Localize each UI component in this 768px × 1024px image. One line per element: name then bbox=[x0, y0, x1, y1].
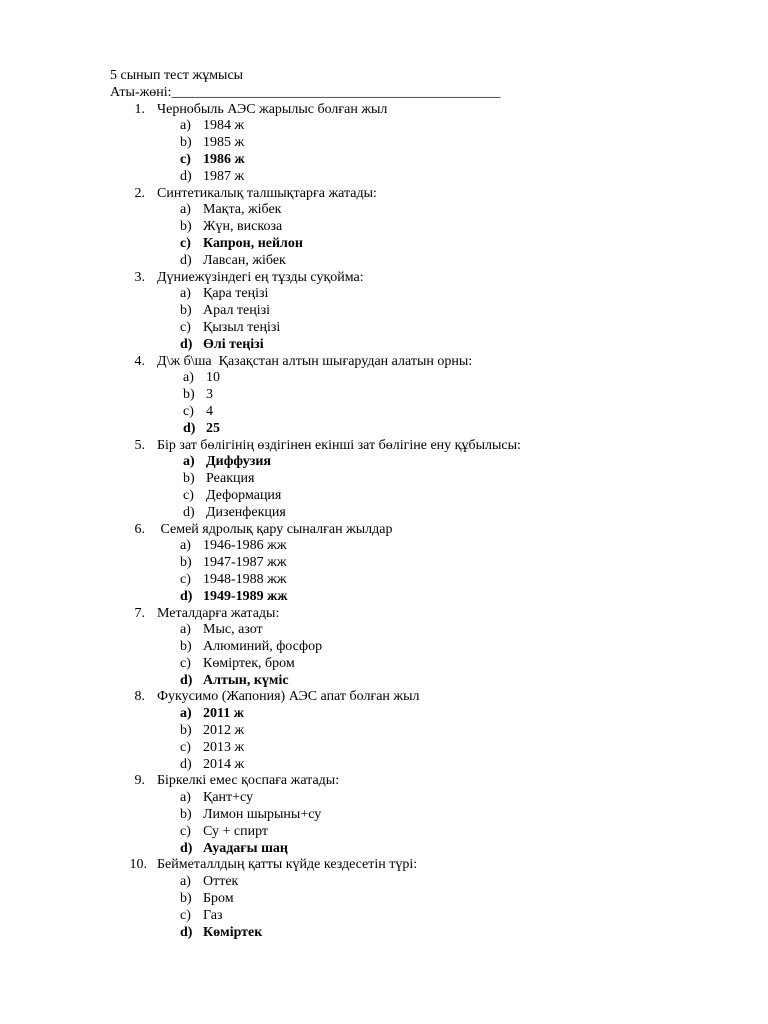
option-text: Лавсан, жібек bbox=[203, 252, 286, 268]
option-text: Ауадағы шаң bbox=[203, 840, 288, 856]
question-text: Дүниежүзіндегі ең тұзды суқойма: bbox=[157, 269, 364, 285]
option-text: Бром bbox=[203, 891, 234, 907]
option-text: Мыс, азот bbox=[203, 622, 263, 638]
answer-option-correct bbox=[0, 454, 768, 471]
question-number: 7. bbox=[134, 605, 145, 621]
answer-option-correct bbox=[0, 337, 768, 354]
option-text: Көміртек, бром bbox=[203, 655, 295, 671]
question-text: Металдарға жатады: bbox=[157, 605, 280, 621]
answer-option bbox=[0, 740, 768, 757]
option-text: Дизенфекция bbox=[206, 504, 286, 520]
answer-option bbox=[0, 757, 768, 774]
answer-option-correct bbox=[0, 706, 768, 723]
answer-option bbox=[0, 505, 768, 522]
option-text: 1947-1987 жж bbox=[203, 555, 287, 571]
question-text: Семей ядролық қару сыналған жылдар bbox=[157, 521, 393, 537]
option-letter: c) bbox=[183, 403, 194, 419]
answer-option bbox=[0, 555, 768, 572]
option-letter: b) bbox=[180, 555, 192, 571]
question-5 bbox=[0, 438, 768, 455]
answer-option bbox=[0, 908, 768, 925]
answer-option bbox=[0, 723, 768, 740]
option-letter: d) bbox=[180, 252, 192, 268]
option-text: 1986 ж bbox=[203, 151, 245, 167]
option-letter: d) bbox=[180, 756, 192, 772]
option-text: 10 bbox=[206, 370, 220, 386]
question-number: 6. bbox=[134, 521, 145, 537]
answer-option bbox=[0, 538, 768, 555]
option-letter: d) bbox=[180, 840, 193, 856]
option-letter: d) bbox=[180, 336, 193, 352]
question-number: 3. bbox=[134, 269, 145, 285]
answer-option bbox=[0, 135, 768, 152]
question-number: 1. bbox=[134, 101, 145, 117]
option-text: Өлі теңізі bbox=[203, 336, 264, 352]
question-10 bbox=[0, 857, 768, 874]
option-text: Газ bbox=[203, 907, 223, 923]
answer-option bbox=[0, 622, 768, 639]
option-letter: b) bbox=[180, 807, 192, 823]
question-7 bbox=[0, 606, 768, 623]
option-letter: d) bbox=[180, 168, 192, 184]
option-letter: b) bbox=[183, 471, 195, 487]
answer-option bbox=[0, 253, 768, 270]
option-text: Оттек bbox=[203, 874, 239, 890]
answer-option-correct bbox=[0, 152, 768, 169]
answer-option bbox=[0, 639, 768, 656]
option-text: 2014 ж bbox=[203, 756, 245, 772]
answer-option bbox=[0, 790, 768, 807]
question-8 bbox=[0, 689, 768, 706]
question-list bbox=[0, 102, 768, 942]
option-text: 1946-1986 жж bbox=[203, 538, 287, 554]
option-text: 1949-1989 жж bbox=[203, 588, 288, 604]
option-letter: c) bbox=[180, 571, 191, 587]
answer-option-correct bbox=[0, 673, 768, 690]
answer-option bbox=[0, 387, 768, 404]
option-letter: d) bbox=[180, 588, 193, 604]
option-letter: d) bbox=[180, 672, 193, 688]
option-letter: a) bbox=[180, 790, 191, 806]
question-3 bbox=[0, 270, 768, 287]
question-number: 9. bbox=[134, 773, 145, 789]
question-text: Біркелкі емес қоспаға жатады: bbox=[157, 773, 340, 789]
option-text: 25 bbox=[206, 420, 220, 436]
option-letter: b) bbox=[180, 723, 192, 739]
option-letter: a) bbox=[183, 370, 194, 386]
question-9 bbox=[0, 773, 768, 790]
question-text: Чернобыль АЭС жарылыс болған жыл bbox=[157, 101, 388, 117]
option-letter: a) bbox=[180, 622, 191, 638]
option-text: Қара теңізі bbox=[203, 286, 269, 302]
option-text: Арал теңізі bbox=[203, 303, 271, 319]
question-1 bbox=[0, 102, 768, 119]
answer-option bbox=[0, 488, 768, 505]
option-text: Капрон, нейлон bbox=[203, 235, 303, 251]
option-text: Қызыл теңізі bbox=[203, 319, 281, 335]
question-2 bbox=[0, 186, 768, 203]
question-4 bbox=[0, 354, 768, 371]
question-number: 2. bbox=[134, 185, 145, 201]
option-text: Қант+су bbox=[203, 790, 254, 806]
answer-option bbox=[0, 656, 768, 673]
question-number: 10. bbox=[129, 857, 147, 873]
option-letter: d) bbox=[183, 420, 196, 436]
option-text: Деформация bbox=[206, 487, 282, 503]
option-letter: d) bbox=[180, 924, 193, 940]
answer-option bbox=[0, 118, 768, 135]
question-text: Синтетикалық талшықтарға жатады: bbox=[157, 185, 377, 201]
option-letter: c) bbox=[183, 487, 194, 503]
answer-option-correct bbox=[0, 589, 768, 606]
option-text: Реакция bbox=[206, 471, 255, 487]
option-text: 1985 ж bbox=[203, 135, 245, 151]
option-letter: c) bbox=[180, 823, 191, 839]
option-text: 2012 ж bbox=[203, 723, 245, 739]
option-letter: b) bbox=[180, 639, 192, 655]
question-number: 4. bbox=[134, 353, 145, 369]
answer-option bbox=[0, 874, 768, 891]
answer-option bbox=[0, 320, 768, 337]
option-letter: a) bbox=[180, 706, 192, 722]
option-text: 1948-1988 жж bbox=[203, 571, 287, 587]
name-field-label: Аты-жөні:_______________________________________________ bbox=[110, 84, 501, 100]
option-letter: c) bbox=[180, 739, 191, 755]
option-letter: c) bbox=[180, 235, 191, 251]
option-letter: a) bbox=[180, 286, 191, 302]
question-text: Фукусимо (Жапония) АЭС апат болған жыл bbox=[157, 689, 420, 705]
option-letter: a) bbox=[180, 874, 191, 890]
answer-option-correct bbox=[0, 236, 768, 253]
option-letter: b) bbox=[180, 303, 192, 319]
option-text: Мақта, жібек bbox=[203, 202, 282, 218]
answer-option bbox=[0, 824, 768, 841]
answer-option bbox=[0, 219, 768, 236]
answer-option bbox=[0, 370, 768, 387]
answer-option bbox=[0, 891, 768, 908]
option-text: Алтын, күміс bbox=[203, 672, 289, 688]
option-text: Алюминий, фосфор bbox=[203, 639, 323, 655]
answer-option-correct bbox=[0, 925, 768, 942]
question-6 bbox=[0, 522, 768, 539]
answer-option bbox=[0, 303, 768, 320]
option-letter: c) bbox=[180, 319, 191, 335]
option-letter: a) bbox=[180, 202, 191, 218]
option-letter: a) bbox=[183, 454, 195, 470]
option-text: 4 bbox=[206, 403, 213, 419]
answer-option-correct bbox=[0, 841, 768, 858]
option-text: 1984 ж bbox=[203, 118, 245, 134]
option-letter: c) bbox=[180, 907, 191, 923]
answer-option bbox=[0, 471, 768, 488]
option-text: Су + спирт bbox=[203, 823, 269, 839]
option-letter: c) bbox=[180, 151, 191, 167]
answer-option bbox=[0, 202, 768, 219]
option-text: 3 bbox=[206, 387, 213, 403]
option-letter: b) bbox=[183, 387, 195, 403]
answer-option-correct bbox=[0, 421, 768, 438]
option-text: 1987 ж bbox=[203, 168, 245, 184]
option-text: Диффузия bbox=[206, 454, 271, 470]
answer-option bbox=[0, 807, 768, 824]
option-letter: b) bbox=[180, 219, 192, 235]
document-title: 5 сынып тест жұмысы bbox=[110, 68, 244, 83]
option-letter: b) bbox=[180, 135, 192, 151]
question-text: Бейметаллдың қатты күйде кездесетін түрі: bbox=[157, 857, 418, 873]
answer-option bbox=[0, 572, 768, 589]
question-number: 8. bbox=[134, 689, 145, 705]
option-text: Жүн, вискоза bbox=[203, 219, 283, 235]
document-page bbox=[0, 68, 768, 941]
option-text: Лимон шырыны+су bbox=[203, 807, 322, 823]
option-letter: a) bbox=[180, 118, 191, 134]
option-text: 2011 ж bbox=[203, 706, 244, 722]
option-text: Көміртек bbox=[203, 924, 263, 940]
option-text: 2013 ж bbox=[203, 739, 245, 755]
option-letter: d) bbox=[183, 504, 195, 520]
answer-option bbox=[0, 404, 768, 421]
option-letter: b) bbox=[180, 891, 192, 907]
question-number: 5. bbox=[134, 437, 145, 453]
question-text: Бір зат бөлігінің өздігінен екінші зат бөлігіне ену құбылысы: bbox=[157, 437, 521, 453]
answer-option bbox=[0, 286, 768, 303]
option-letter: c) bbox=[180, 655, 191, 671]
answer-option bbox=[0, 169, 768, 186]
option-letter: a) bbox=[180, 538, 191, 554]
question-text: Д\ж б\ша Қазақстан алтын шығарудан алатын орны: bbox=[157, 353, 473, 369]
